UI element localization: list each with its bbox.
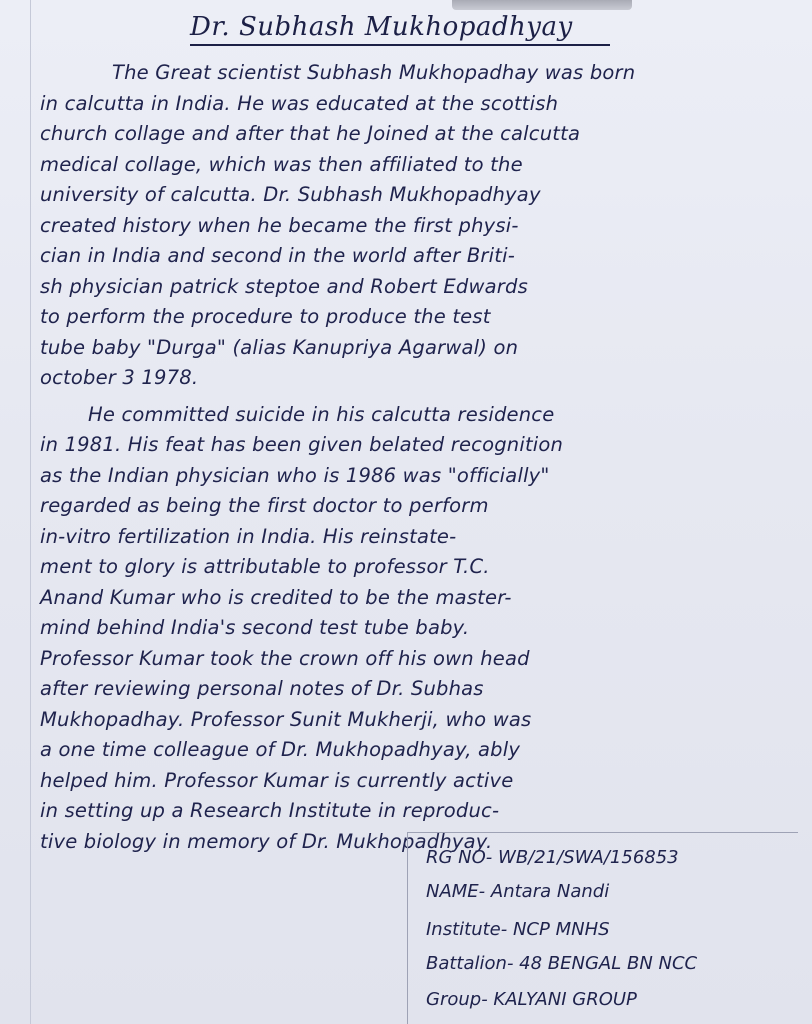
text-line: created history when he became the first physi-	[40, 213, 519, 237]
text-line: in-vitro fertilization in India. His reinstate-	[40, 524, 457, 548]
institute: Institute- NCP MNHS	[426, 919, 610, 940]
text-line: university of calcutta. Dr. Subhash Mukhopadhyay	[40, 183, 541, 206]
text-line: to perform the procedure to produce the test	[40, 305, 491, 328]
cadet-info-box	[407, 832, 798, 1024]
text-line: The Great scientist Subhash Mukhopadhay was born	[112, 61, 636, 84]
text-line: mind behind India's second test tube baby.	[40, 616, 470, 639]
text-line: Mukhopadhay. Professor Sunit Mukherji, who was	[40, 707, 532, 731]
text-line: He committed suicide in his calcutta residence	[88, 402, 555, 426]
text-line: tive biology in memory of Dr. Mukhopadhyay.	[40, 829, 493, 853]
text-line: cian in India and second in the world after Briti-	[40, 244, 515, 267]
text-line: in calcutta in India. He was educated at the scottish	[40, 91, 559, 115]
name: NAME- Antara Nandi	[426, 881, 610, 902]
text-line: tube baby "Durga" (alias Kanupriya Agarwal) on	[40, 335, 519, 359]
text-line: sh physician patrick steptoe and Robert Edwards	[40, 274, 528, 298]
margin-line	[30, 0, 31, 1024]
paragraph-2	[40, 400, 780, 858]
text-line: Professor Kumar took the crown off his own head	[40, 646, 530, 670]
text-line: as the Indian physician who is 1986 was "officially"	[40, 463, 550, 487]
group: Group- KALYANI GROUP	[426, 989, 637, 1010]
paragraph-1	[40, 58, 780, 394]
battalion: Battalion- 48 BENGAL BN NCC	[426, 953, 698, 974]
page-title: Dr. Subhash Mukhopadhyay	[190, 12, 610, 46]
reg-no: RG NO- WB/21/SWA/156853	[426, 847, 679, 868]
text-line: Anand Kumar who is credited to be the master-	[40, 585, 512, 609]
text-line: in setting up a Research Institute in reproduc-	[40, 799, 500, 822]
binder-clip	[452, 0, 632, 10]
text-line: a one time colleague of Dr. Mukhopadhyay, ably	[40, 738, 521, 761]
text-line: after reviewing personal notes of Dr. Subhas	[40, 677, 484, 700]
essay-body	[40, 58, 780, 857]
text-line: church collage and after that he Joined at the calcutta	[40, 122, 581, 145]
text-line: ment to glory is attributable to professor T.C.	[40, 555, 490, 578]
text-line: october 3 1978.	[40, 366, 199, 389]
text-line: regarded as being the first doctor to perform	[40, 494, 489, 517]
text-line: in 1981. His feat has been given belated recognition	[40, 433, 564, 456]
text-line: medical collage, which was then affiliated to the	[40, 152, 523, 176]
text-line: helped him. Professor Kumar is currently active	[40, 768, 514, 792]
